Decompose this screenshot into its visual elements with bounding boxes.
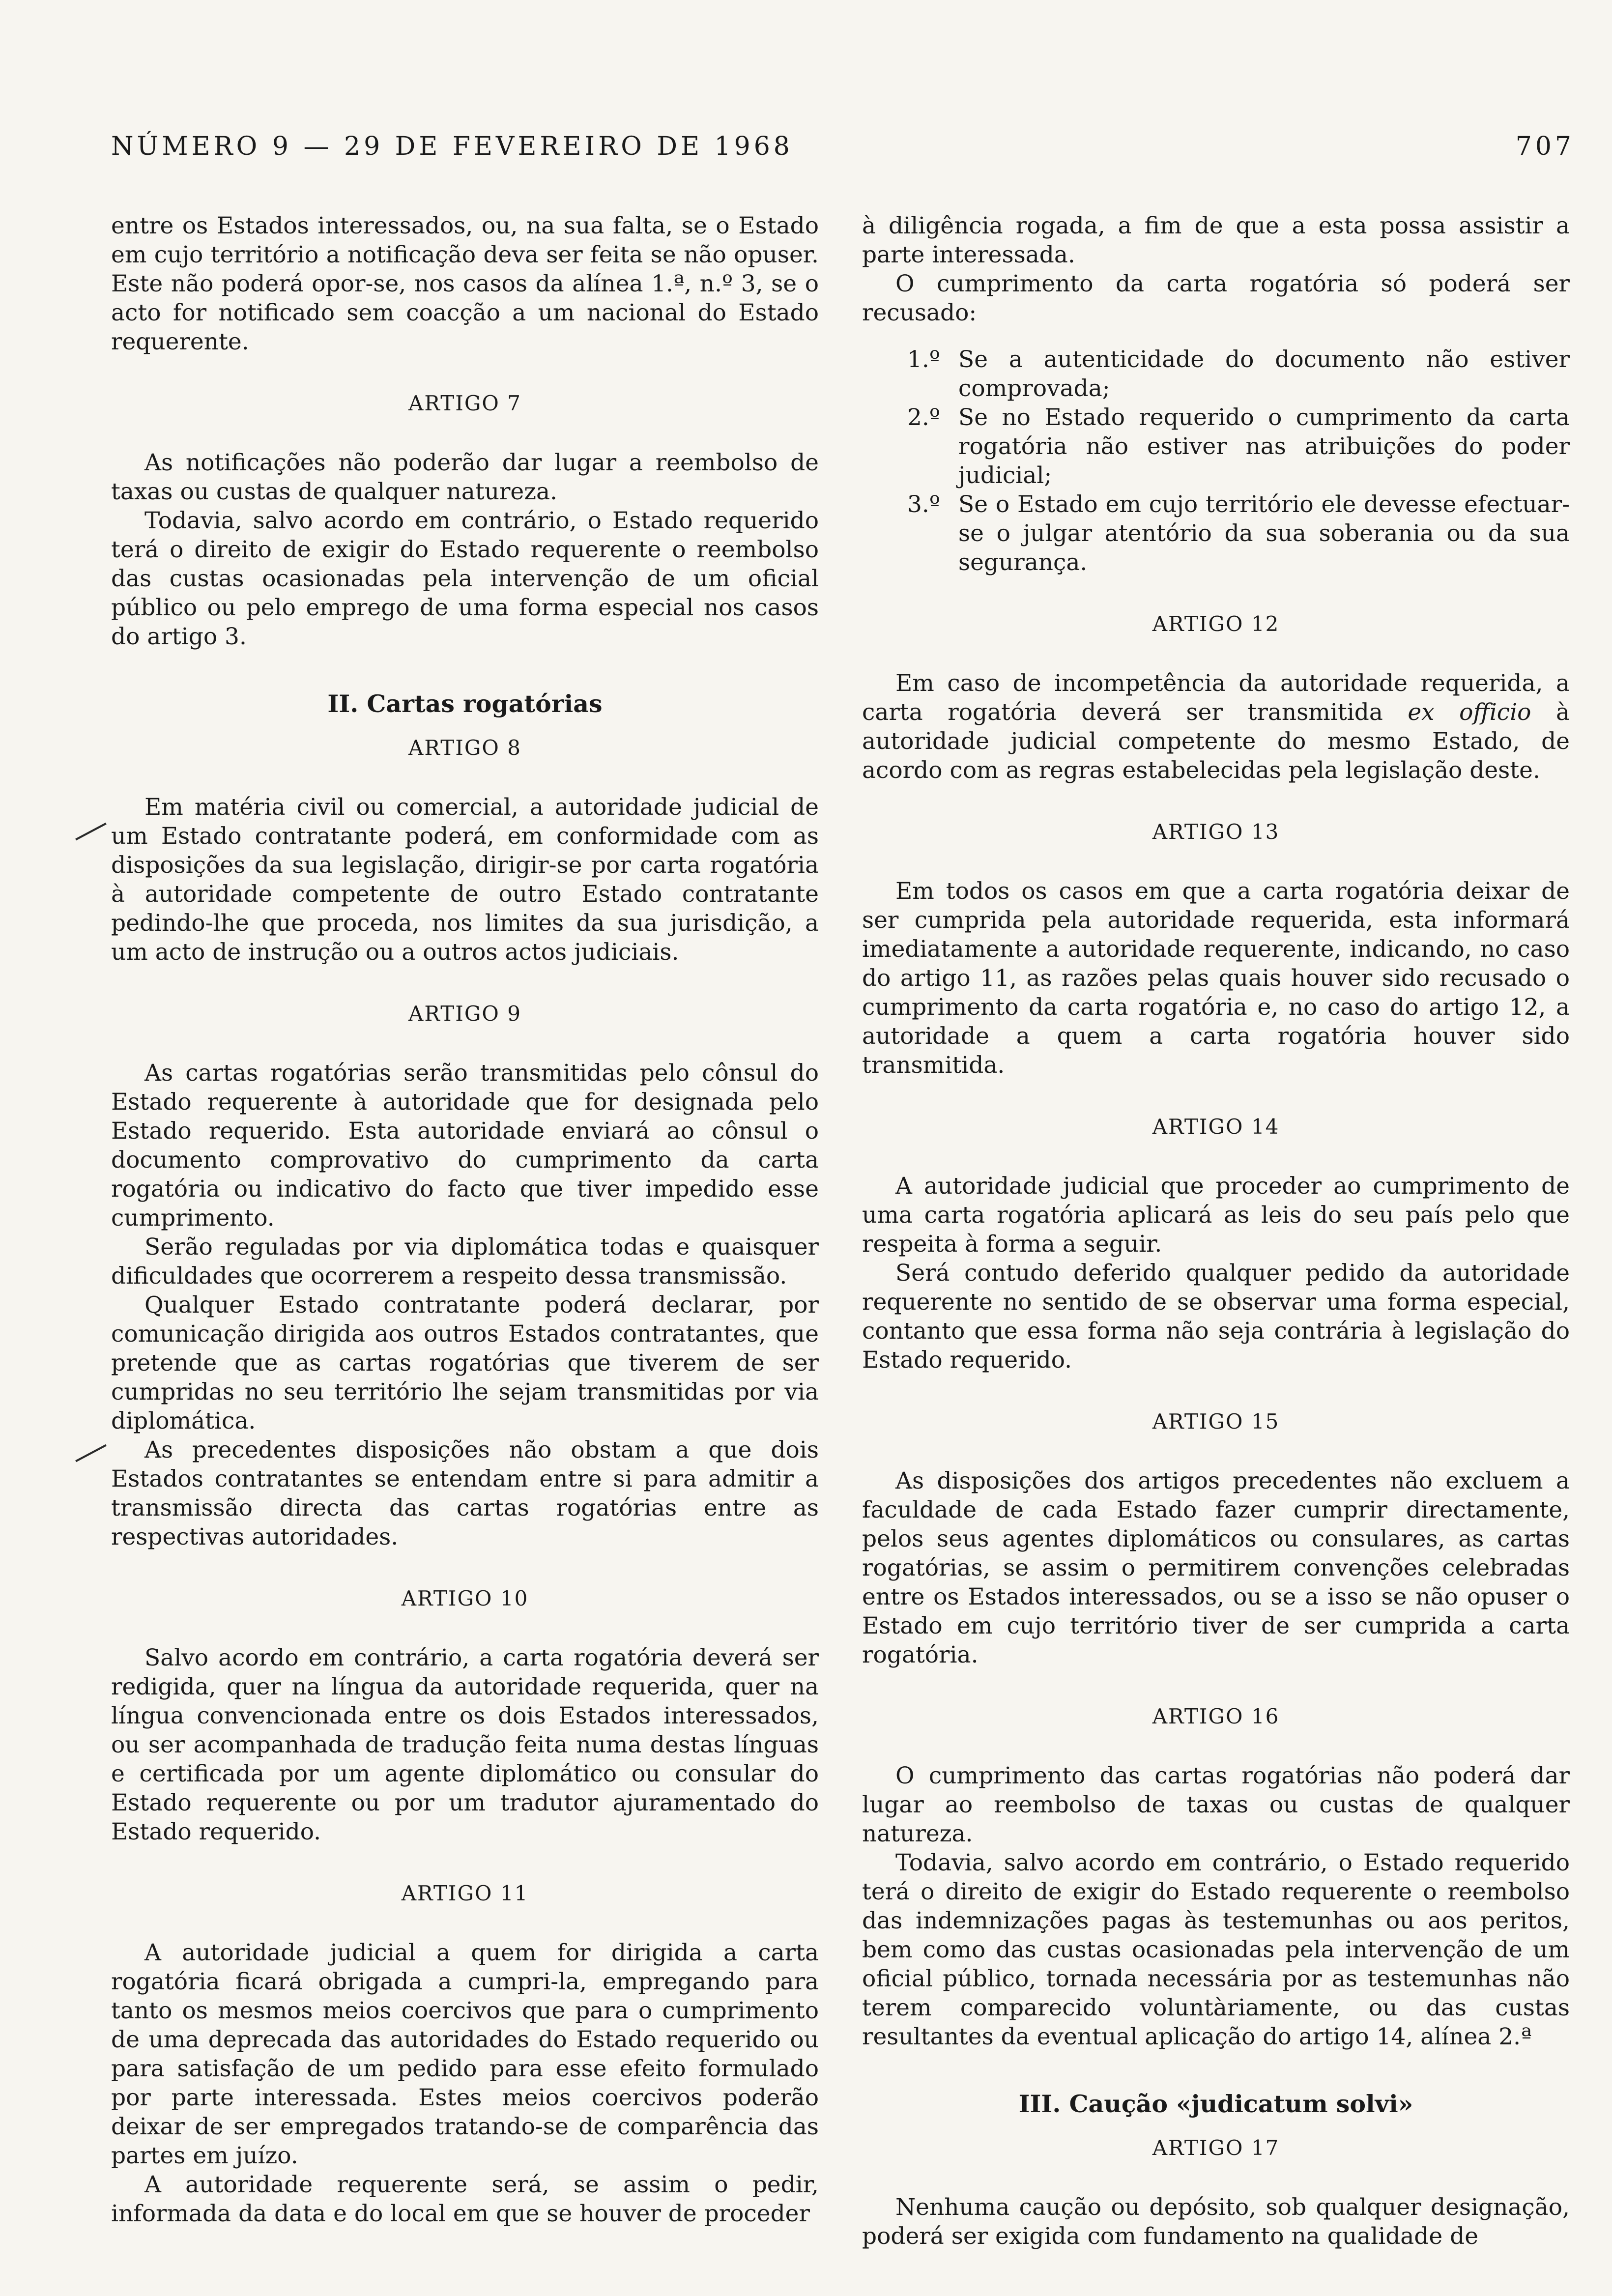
paragraph: O cumprimento das cartas rogatórias não poderá dar lugar ao reembolso de taxas ou custas de qualquer natureza. [862,1762,1570,1847]
list-number: 2.º [907,404,940,431]
list-number: 1.º [907,346,940,373]
margin-mark [75,823,107,840]
article-heading: ARTIGO 17 [1152,2136,1280,2160]
paragraph: Em matéria civil ou comercial, a autoridade judicial de um Estado contratante poderá, em conformidade com as disposições da sua legislação, dirigir-se por carta rogatória à autoridade competente de outro Estado contratante pedindo-lhe que proceda, nos limites da sua jurisdição, a um acto de instrução ou a outros actos judiciais. [111,794,819,966]
page-header [111,132,1575,171]
article-heading: ARTIGO 9 [408,1002,521,1026]
paragraph: à diligência rogada, a fim de que a esta possa assistir a parte interessada. [862,212,1570,268]
paragraph: Todavia, salvo acordo em contrário, o Estado requerido terá o direito de exigir do Estado requerente o reembolso das indemnizações pagas às testemunhas ou aos peritos, bem como das custas ocasionadas pela intervenção de um oficial público, tornada necessária por as testemunhas não terem comparecido voluntàriamente, ou das custas resultantes da eventual aplicação do artigo 14, alínea 2.ª [862,1849,1570,2050]
paragraph: A autoridade judicial a quem for dirigida a carta rogatória ficará obrigada a cumpri-la, empregando para tanto os mesmos meios coercivos que para o cumprimento de uma deprecada das autoridades do Estado requerido ou para satisfação de um pedido para esse efeito formulado por parte interessada. Estes meios coercivos poderão deixar de ser empregados tratando-se de comparência das partes em juízo. [111,1939,819,2169]
list-text: Se no Estado requerido o cumprimento da carta rogatória não estiver nas atribuições do poder judicial; [958,404,1570,489]
paragraph: Qualquer Estado contratante poderá declarar, por comunicação dirigida aos outros Estados contratantes, que pretende que as cartas rogatórias que tiverem de ser cumpridas no seu território lhe sejam transmitidas por via diplomática. [111,1292,819,1435]
text-run: Em caso de incompetência da autoridade requerida, a carta rogatória deverá ser transmitida [862,670,1570,726]
article-heading: ARTIGO 10 [401,1586,529,1610]
section-title: III. Caução «judicatum solvi» [1018,2090,1413,2118]
paragraph: O cumprimento da carta rogatória só poderá ser recusado: [862,270,1570,326]
list-item [907,403,1570,490]
article-heading: ARTIGO 16 [1152,1704,1280,1728]
section-title: II. Cartas rogatórias [327,689,603,718]
text-run: à autoridade judicial competente do mesmo Estado, de acordo com as regras estabelecidas pela legislação deste. [862,699,1570,784]
paragraph: Em todos os casos em que a carta rogatória deixar de ser cumprida pela autoridade requerida, esta informará imediatamente a autoridade requerente, indicando, no caso do artigo 11, as razões pelas quais houver sido recusado o cumprimento da carta rogatória e, no caso do artigo 12, a autoridade a quem a carta rogatória houver sido transmitida. [862,878,1570,1079]
paragraph: A autoridade judicial que proceder ao cumprimento de uma carta rogatória aplicará as leis do seu país pelo que respeita à forma a seguir. [862,1173,1570,1258]
right-column [862,211,1570,2251]
article-heading: ARTIGO 12 [1152,612,1280,636]
article-heading: ARTIGO 14 [1152,1115,1280,1139]
article-heading: ARTIGO 15 [1152,1409,1280,1434]
list-item [907,490,1570,577]
paragraph: Serão reguladas por via diplomática todas e quaisquer dificuldades que ocorrerem a respeito dessa transmissão. [111,1234,819,1290]
paragraph: As disposições dos artigos precedentes não excluem a faculdade de cada Estado fazer cumprir directamente, pelos seus agentes diplomáticos ou consulares, as cartas rogatórias, se assim o permitirem convenções celebradas entre os Estados interessados, ou se a isso se não opuser o Estado em cujo território tiver de ser cumprida a carta rogatória. [862,1467,1570,1668]
article-heading: ARTIGO 8 [408,736,521,760]
article-heading: ARTIGO 7 [408,391,521,415]
issue-date-header: NÚMERO 9 — 29 DE FEVEREIRO DE 1968 [111,132,793,161]
refusal-grounds-list [862,345,1570,577]
paragraph: entre os Estados interessados, ou, na sua falta, se o Estado em cujo território a notificação deva ser feita se não opuser. Este não poderá opor-se, nos casos da alínea 1.ª, n.º 3, se o acto for notificado sem coacção a um nacional do Estado requerente. [111,212,819,355]
paragraph: As precedentes disposições não obstam a que dois Estados contratantes se entendam entre si para admitir a transmissão directa das cartas rogatórias entre as respectivas autoridades. [111,1436,819,1550]
article-heading: ARTIGO 13 [1152,820,1280,844]
paragraph: As notificações não poderão dar lugar a reembolso de taxas ou custas de qualquer natureza. [111,449,819,505]
latin-term: ex officio [1408,699,1531,726]
list-item [907,345,1570,403]
list-text: Se a autenticidade do documento não estiver comprovada; [958,346,1570,402]
paragraph: Salvo acordo em contrário, a carta rogatória deverá ser redigida, quer na língua da autoridade requerida, quer na língua convencionada entre os dois Estados interessados, ou ser acompanhada de tradução feita numa destas línguas e certificada por um agente diplomático ou consular do Estado requerente ou por um tradutor ajuramentado do Estado requerido. [111,1644,819,1845]
paragraph: Todavia, salvo acordo em contrário, o Estado requerido terá o direito de exigir do Estado requerente o reembolso das custas ocasionadas pela intervenção de um oficial público ou pelo emprego de uma forma especial nos casos do artigo 3. [111,507,819,650]
left-column [111,211,819,2228]
margin-mark [75,1444,107,1462]
list-number: 3.º [907,491,940,518]
list-text: Se o Estado em cujo território ele devesse efectuar-se o julgar atentório da sua soberania ou da sua segurança. [958,491,1570,576]
article-heading: ARTIGO 11 [401,1881,529,1905]
page-number: 707 [1515,132,1575,161]
paragraph [862,669,1570,785]
paragraph: As cartas rogatórias serão transmitidas pelo cônsul do Estado requerente à autoridade que for designada pelo Estado requerido. Esta autoridade enviará ao cônsul o documento comprovativo do cumprimento da carta rogatória ou indicativo do facto que tiver impedido esse cumprimento. [111,1060,819,1232]
paragraph: Nenhuma caução ou depósito, sob qualquer designação, poderá ser exigida com fundamento na qualidade de [862,2194,1570,2250]
paragraph: A autoridade requerente será, se assim o pedir, informada da data e do local em que se houver de proceder [111,2171,819,2227]
paragraph: Será contudo deferido qualquer pedido da autoridade requerente no sentido de se observar uma forma especial, contanto que essa forma não seja contrária à legislação do Estado requerido. [862,1260,1570,1374]
